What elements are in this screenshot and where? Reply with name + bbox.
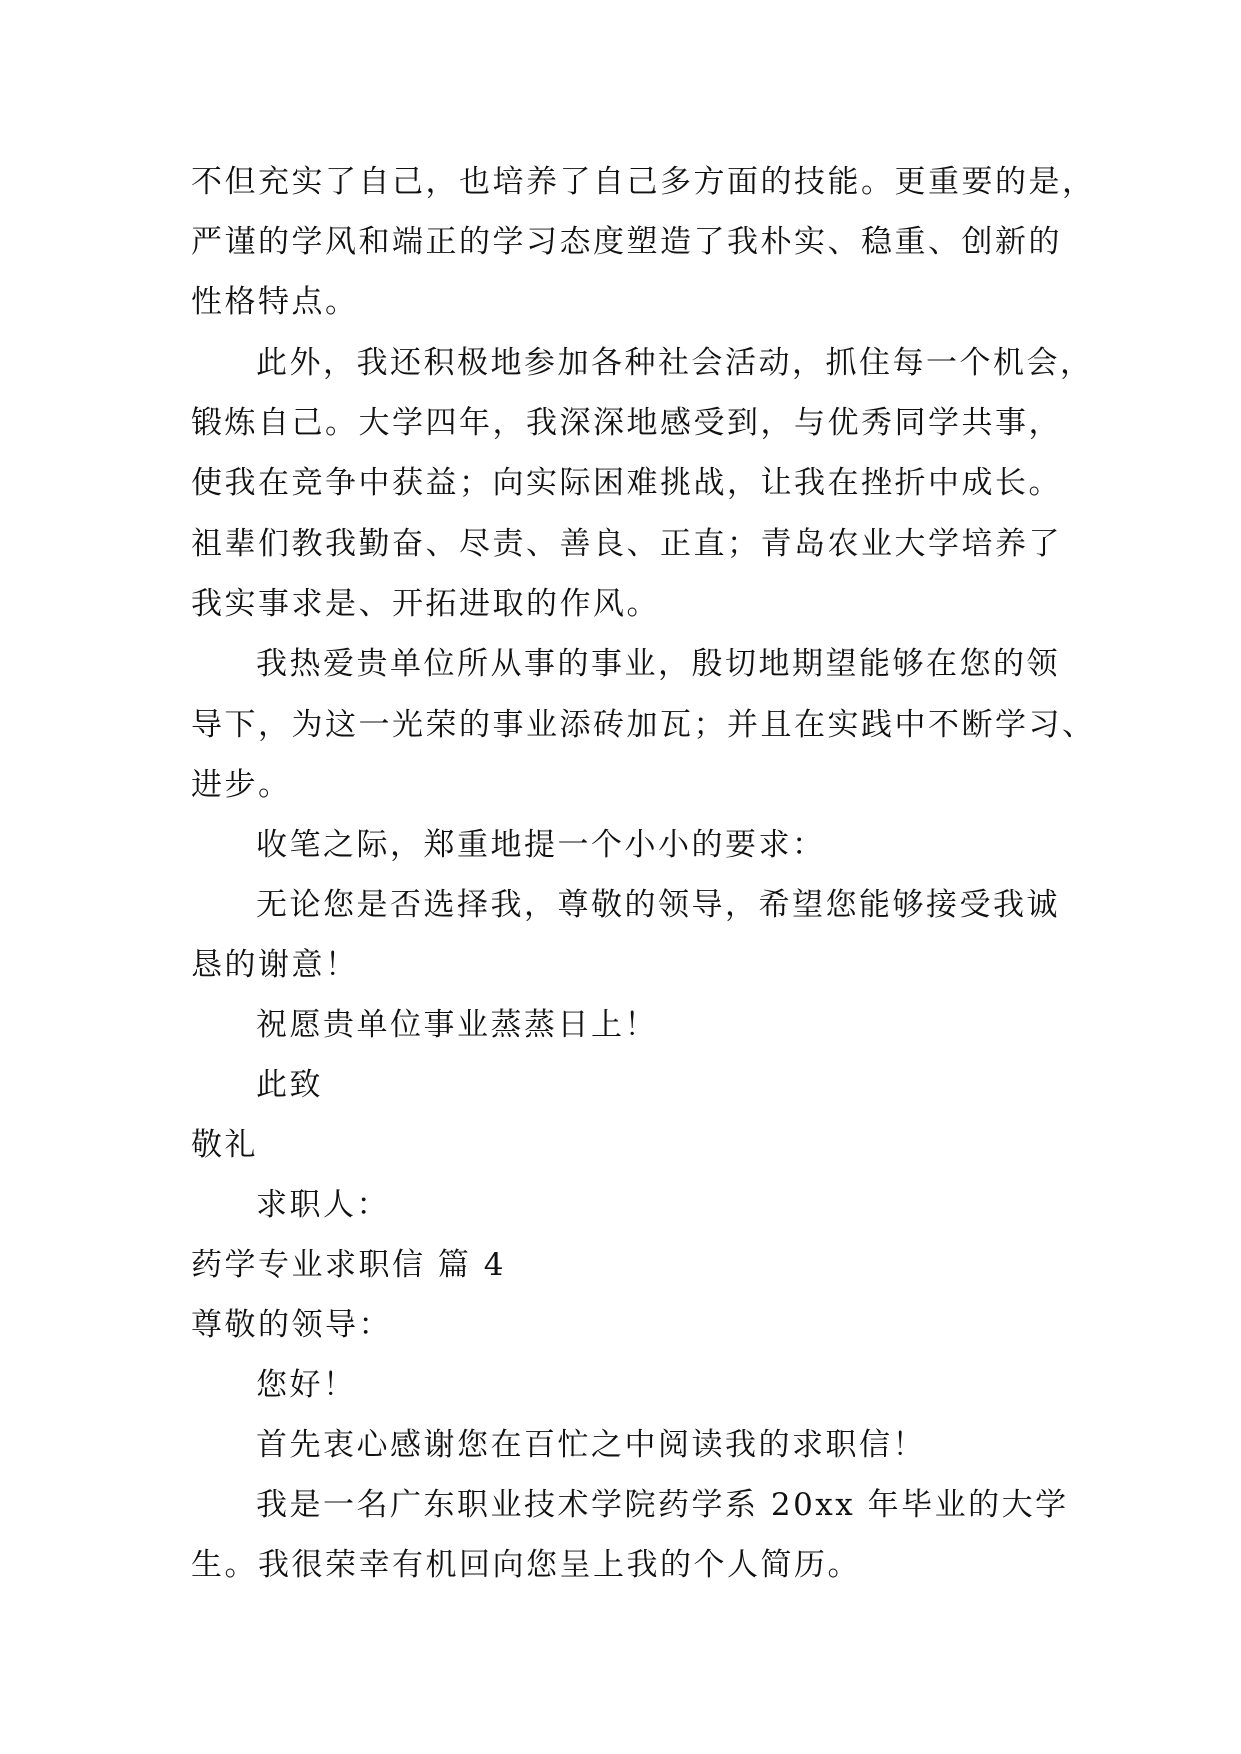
text-line: 我实事求是、开拓进取的作风。 bbox=[191, 586, 660, 622]
signature-label: 求职人： bbox=[256, 1187, 390, 1223]
text-line: 使我在竞争中获益；向实际困难挑战，让我在挫折中成长。 bbox=[191, 465, 1062, 501]
paragraph-start: 首先衷心感谢您在百忙之中阅读我的求职信！ bbox=[256, 1427, 926, 1463]
text-line: 导下，为这一光荣的事业添砖加瓦；并且在实践中不断学习、 bbox=[191, 707, 1096, 743]
paragraph-start: 无论您是否选择我，尊敬的领导，希望您能够接受我诚 bbox=[256, 887, 1060, 923]
salutation-closing: 敬礼 bbox=[191, 1127, 258, 1163]
text-line: 性格特点。 bbox=[191, 284, 359, 320]
text-line: 不但充实了自己，也培养了自己多方面的技能。更重要的是， bbox=[191, 164, 1096, 200]
section-heading: 药学专业求职信 篇 4 bbox=[191, 1247, 506, 1283]
text-line: 恳的谢意！ bbox=[191, 947, 359, 983]
text-line: 祖辈们教我勤奋、尽责、善良、正直；青岛农业大学培养了 bbox=[191, 526, 1062, 562]
text-line: 进步。 bbox=[191, 767, 292, 803]
salutation: 尊敬的领导： bbox=[191, 1307, 392, 1343]
text-line: 严谨的学风和端正的学习态度塑造了我朴实、稳重、创新的 bbox=[191, 224, 1062, 260]
greeting: 您好！ bbox=[256, 1367, 357, 1403]
text-line: 锻炼自己。大学四年，我深深地感受到，与优秀同学共事， bbox=[191, 405, 1062, 441]
paragraph-start: 此外，我还积极地参加各种社会活动，抓住每一个机会， bbox=[256, 345, 1094, 381]
closing-phrase: 此致 bbox=[256, 1067, 323, 1103]
paragraph-start: 收笔之际，郑重地提一个小小的要求： bbox=[256, 827, 826, 863]
paragraph-start: 我是一名广东职业技术学院药学系 20xx 年毕业的大学 bbox=[256, 1487, 1069, 1523]
paragraph-start: 我热爱贵单位所从事的事业，殷切地期望能够在您的领 bbox=[256, 646, 1060, 682]
paragraph-start: 祝愿贵单位事业蒸蒸日上！ bbox=[256, 1007, 658, 1043]
text-line: 生。我很荣幸有机回向您呈上我的个人简历。 bbox=[191, 1547, 861, 1583]
